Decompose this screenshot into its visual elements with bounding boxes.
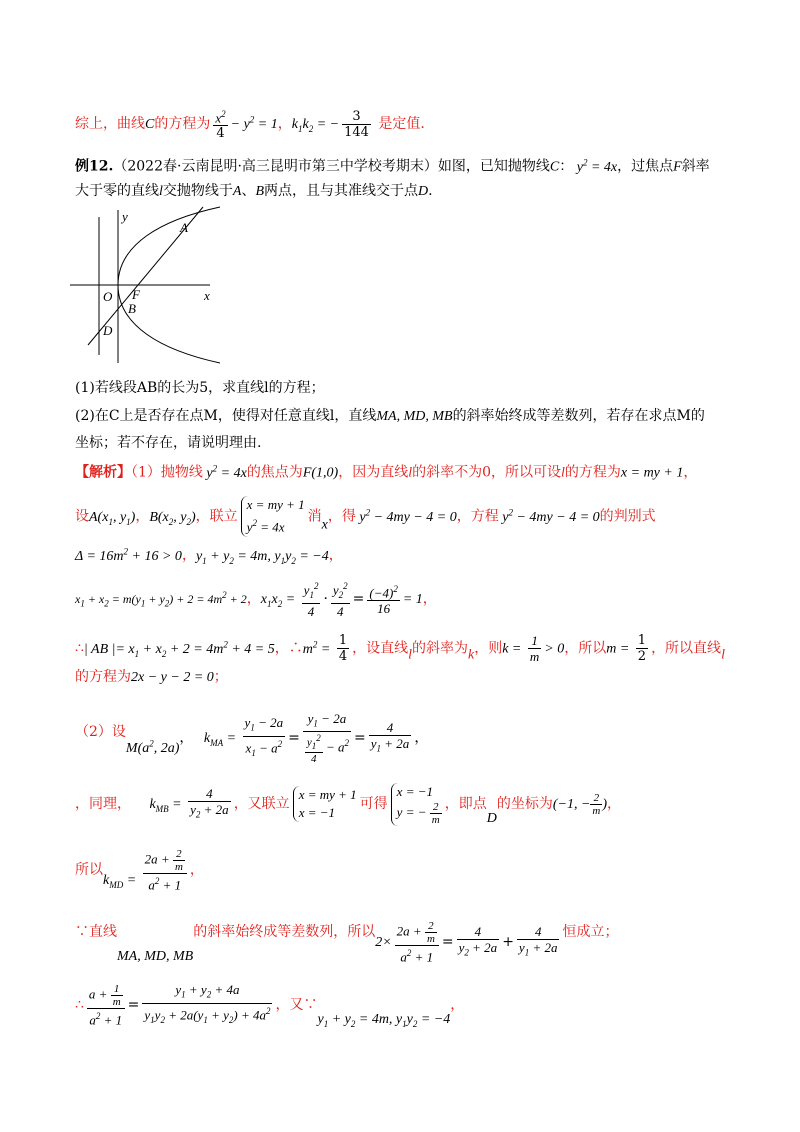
solution-line-2: 设$A(x_1$, $y_1$)，$B(x_2$, $y_2$)，联立 x = my + 1 $y^2 = 4x$ 消x，得 $y^2 - 4my - 4 = 0$，方程 $y^2 - 4my - 4 = 0$的判别式 — [75, 497, 656, 535]
solution-line-5: ∴| AB |= $x_1 + x_2 + 2 = 4m^2 + 4 = 5$，$\therefore m^2$ = $\frac{1}{4}$ ，设直线l的斜率为k，则k = $\frac{1}{m}$ > 0，所以m = $\frac{1}{2}$ ，所以直线l — [75, 633, 725, 665]
solution-line-3: $\Delta = 16m^2 + 16 > 0$，$y_1 + y_2 = 4m$, $y_1y_2 = -4$， — [75, 546, 343, 566]
solution-line-7: （2）设$M(a^2$, 2a)， $k_{MA}$ = $\frac{y_1 - 2a}{x_1 - a^2}$ = $y_1 - 2a$ $\frac{y_1^2}{4}$ − $a^2$ = $\frac{4}{y_1 + 2a}$ ， — [75, 710, 429, 766]
question-2-cont: 坐标；若不存在，请说明理由. — [75, 435, 262, 451]
parabola-figure — [70, 205, 230, 365]
point-d-label: D — [103, 323, 113, 338]
question-2: (2)在C上是否存在点M，使得对任意直线l，直线MA, MD, MB的斜率始终成等差数列，若存在求点M的 — [75, 408, 705, 424]
solution-line-10: ∵直线MA, MD, MB的斜率始终成等差数列，所以2× 2a + $\frac{2}{m}$ $a^2 + 1$ = $\frac{4}{y_2 + 2a}$ + $\frac{4}{y_1 + 2a}$ 恒成立； — [75, 919, 619, 965]
origin-label: O — [103, 289, 113, 304]
solution-line-8: ，同理， $k_{MB}$ = $\frac{4}{y_2 + 2a}$ ，又联立 x = my + 1 x = −1 可得 x = −1 y = − $\frac{2}{m}$ ，即点D的坐标为(−1, − $\frac{2}{m}$ )， — [75, 783, 622, 826]
solution-line-11: ∴ a + $\frac{1}{m}$ $a^2 + 1$ = $\frac{y_1 + y_2 + 4a}{y_1y_2 + 2a(y_1 + y_2) + 4a^2}$ ，又$\because y_1 + y_2 = 4m$, $y_1y_2 = -4$， — [75, 982, 465, 1029]
solution-line-4: $x_1 + x_2 = m(y_1 + y_2) + 2 = 4m^2 + 2$，$x_1x_2$ = $\frac{y_1^2}{4}$ · $\frac{y_2^2}{4}$ = $\frac{(-4)^2}{16}$ = 1， — [75, 581, 437, 619]
conclusion-line: 综上，曲线C的方程为 $\frac{x^2}{4}$ − $y^2 = 1$，$k_1k_2$ = − $\frac{3}{144}$ 是定值. — [75, 108, 425, 142]
point-a-label: A — [180, 220, 188, 235]
focus-label: F — [132, 287, 140, 302]
example-header: 例12.（2022春·云南昆明·高三昆明市第三中学校考期末）如图，已知抛物线C： $y^2 = 4x$，过焦点F斜率 — [75, 157, 710, 175]
y-label: y — [122, 209, 128, 224]
x-label: x — [204, 288, 210, 303]
question-1: (1)若线段AB的长为5，求直线l的方程； — [75, 380, 325, 396]
point-b-label: B — [128, 301, 136, 316]
curve-equation: $\frac{x^2}{4}$ − $y^2 = 1$ — [215, 109, 278, 142]
solution-line-6: 的方程为2x − y − 2 = 0； — [75, 669, 228, 685]
solution-line-1: 【解析】（1）抛物线 $y^2 = 4x$的焦点为F(1,0)，因为直线l的斜率不为0，所以可设l的方程为x = my + 1， — [75, 463, 698, 481]
solution-line-9: 所以$k_{MD}$ = 2a + $\frac{2}{m}$ $a^2 + 1$ ， — [75, 847, 204, 893]
example-line-2: 大于零的直线l交抛物线于A、B两点，且与其准线交于点D. — [75, 183, 433, 199]
